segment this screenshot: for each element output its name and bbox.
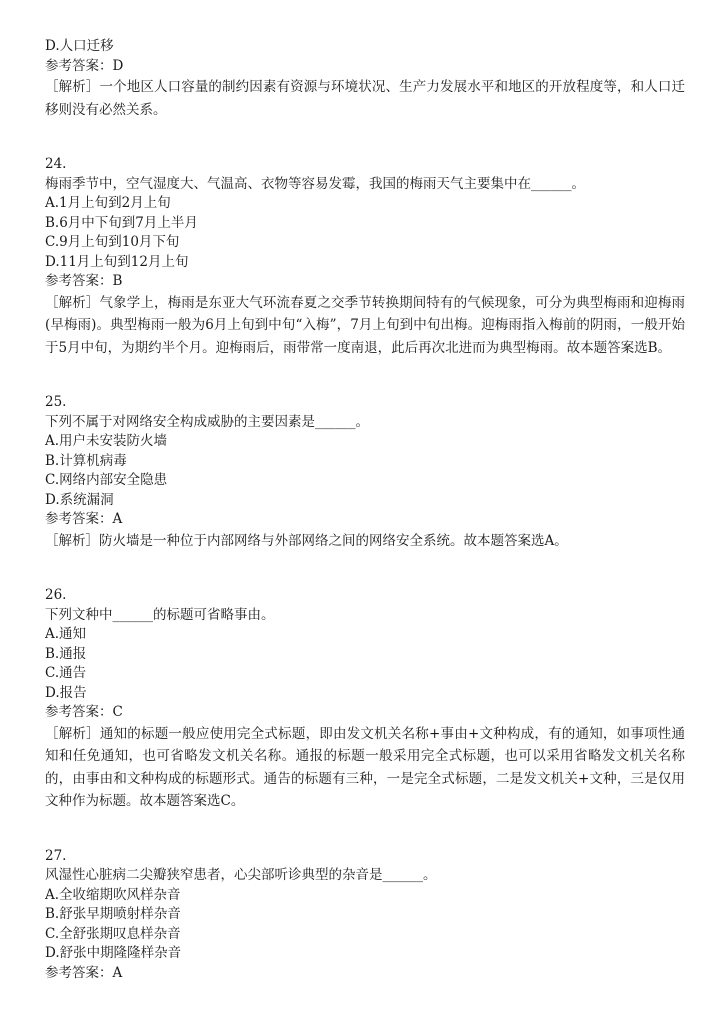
reference-answer: 参考答案：D — [45, 57, 124, 74]
question-26 — [45, 586, 685, 813]
analysis: ［解析］通知的标题一般应使用完全式标题，即由发文机关名称+事由+文种构成，有的通知，如事项性通知和任免通知，也可省略发文机关名称。通报的标题一般采用完全式标题，也可以采用省略发文机关名称的，由事由和文种构成的标题形式。通告的标题有三种，一是完全式标题，二是发文机关+文种，三是仅用文种作为标题。故本题答案选C。 — [45, 725, 685, 809]
option-d: D.人口迁移 — [45, 38, 114, 54]
question-number: 27. — [45, 847, 67, 864]
question-number: 24. — [45, 156, 67, 172]
question-25 — [45, 393, 685, 552]
question-number: 25. — [45, 394, 67, 410]
option-c: C.网络内部安全隐患 — [45, 472, 168, 488]
option-b: B.计算机病毒 — [45, 452, 127, 469]
option-b: B.通报 — [45, 645, 87, 662]
option-c: C.9月上旬到10月下旬 — [45, 234, 180, 250]
question-stem: 风湿性心脏病二尖瓣狭窄患者，心尖部听诊典型的杂音是______。 — [45, 867, 437, 883]
option-c: C.通告 — [45, 665, 87, 681]
reference-answer: 参考答案：A — [45, 964, 123, 981]
reference-answer: 参考答案：C — [45, 704, 123, 720]
analysis: ［解析］防火墙是一种位于内部网络与外部网络之间的网络安全系统。故本题答案选A。 — [45, 532, 568, 549]
option-d: D.报告 — [45, 684, 87, 701]
question-number: 26. — [45, 587, 67, 603]
option-b: B.6月中下旬到7月上半月 — [45, 214, 198, 231]
question-27 — [45, 847, 685, 984]
question-stem: 下列不属于对网络安全构成威胁的主要因素是______。 — [45, 413, 369, 430]
question-24 — [45, 155, 685, 359]
analysis: ［解析］气象学上，梅雨是东亚大气环流春夏之交季节转换期间特有的气候现象，可分为典型梅雨和迎梅雨(早梅雨)。典型梅雨一般为6月上旬到中旬“入梅”，7月上旬到中旬出梅。迎梅雨指入梅前的阴雨，一般开始于5月中旬，为期约半个月。迎梅雨后，雨带常一度南退，此后再次北进而为典型梅雨。故本题答案选B。 — [45, 294, 685, 356]
question-stem: 梅雨季节中，空气湿度大、气温高、衣物等容易发霉，我国的梅雨天气主要集中在______。 — [45, 175, 585, 192]
option-c: C.全舒张期叹息样杂音 — [45, 925, 181, 942]
question-stem: 下列文种中______的标题可省略事由。 — [45, 606, 275, 623]
exam-page — [45, 37, 685, 983]
reference-answer: 参考答案：A — [45, 511, 123, 527]
option-d: D.系统漏洞 — [45, 491, 114, 508]
option-a: A.用户未安装防火墙 — [45, 433, 168, 449]
option-d: D.舒张中期隆隆样杂音 — [45, 945, 182, 961]
option-b: B.舒张早期喷射样杂音 — [45, 906, 181, 922]
question-23-tail — [45, 37, 685, 121]
option-a: A.通知 — [45, 626, 87, 642]
reference-answer: 参考答案：B — [45, 273, 123, 289]
option-a: A.1月上旬到2月上旬 — [45, 195, 171, 211]
analysis: ［解析］一个地区人口容量的制约因素有资源与环境状况、生产力发展水平和地区的开放程度等，和人口迁移则没有必然关系。 — [45, 79, 685, 118]
option-d: D.11月上旬到12月上旬 — [45, 253, 189, 270]
option-a: A.全收缩期吹风样杂音 — [45, 886, 181, 903]
